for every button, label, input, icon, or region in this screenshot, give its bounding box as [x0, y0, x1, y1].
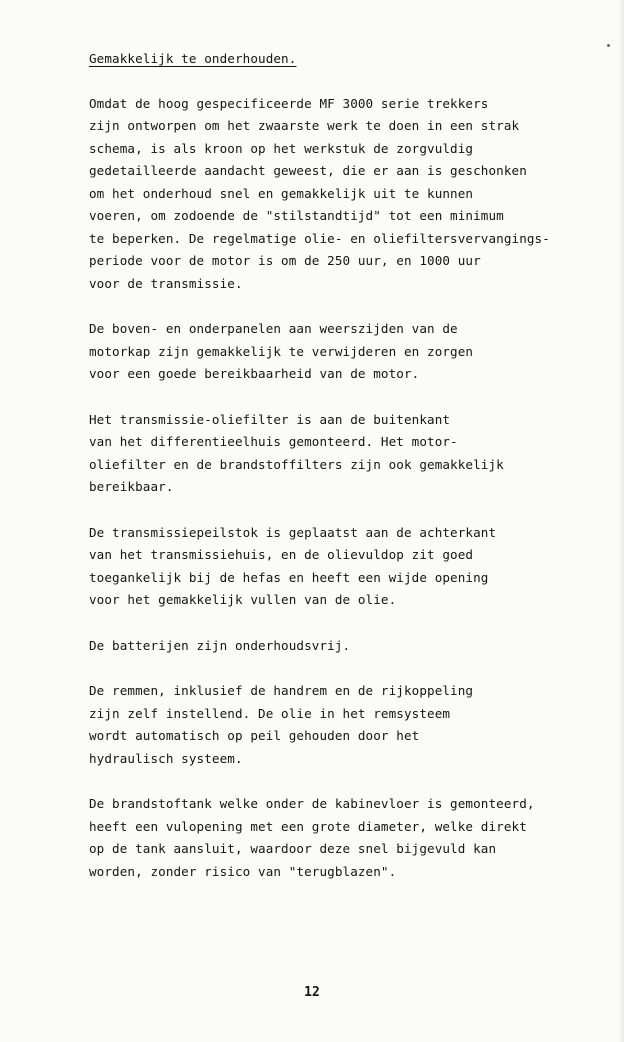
- paragraph-panels: De boven- en onderpanelen aan weerszijden van de motorkap zijn gemakkelijk te verwijderen en zorgen voor een goede bereikbaarheid van de motor.: [89, 321, 474, 381]
- paragraph-oil-filter: Het transmissie-oliefilter is aan de buitenkant van het differentieelhuis gemonteerd. Het motor- oliefilter en de brandstoffilters zijn ook gemakkelijk bereikbaar.: [89, 411, 504, 494]
- paragraph-brakes: De remmen, inklusief de handrem en de rijkoppeling zijn zelf instellend. De olie in het remsysteem wordt automatisch op peil gehouden door het hydraulisch systeem.: [89, 683, 474, 766]
- paragraph-batteries: De batterijen zijn onderhoudsvrij.: [89, 637, 351, 653]
- page-number: 12: [304, 985, 320, 1000]
- paragraph-fuel-tank: De brandstoftank welke onder de kabinevloer is gemonteerd, heeft een vulopening met een grote diameter, welke direkt op de tank aansluit, waardoor deze snel bijgevuld kan worden, zonder risico van "terugblazen".: [89, 796, 535, 879]
- paragraph-dipstick: De transmissiepeilstok is geplaatst aan de achterkant van het transmissiehuis, en de olievuldop zit goed toegankelijk bij de hefas en heeft een wijde opening voor het gemakkelijk vullen van de olie.: [89, 524, 497, 607]
- scan-speck: [607, 44, 610, 47]
- section-title: Gemakkelijk te onderhouden.: [89, 51, 297, 66]
- document-body: [89, 48, 559, 906]
- paragraph-intro: Omdat de hoog gespecificeerde MF 3000 serie trekkers zijn ontworpen om het zwaarste werk te doen in een strak schema, is als kroon op het werkstuk de zorgvuldig gedetailleerde aandacht geweest, die er aan is geschonken om het onderhoud snel en gemakkelijk uit te kunnen voeren, om zodoende de "stilstandtijd" tot een minimum te beperken. De regelmatige olie- en oliefiltersvervangings- periode voor de motor is om de 250 uur, en 1000 uur voor de transmissie.: [89, 95, 550, 291]
- page-edge-shadow: [618, 0, 624, 1042]
